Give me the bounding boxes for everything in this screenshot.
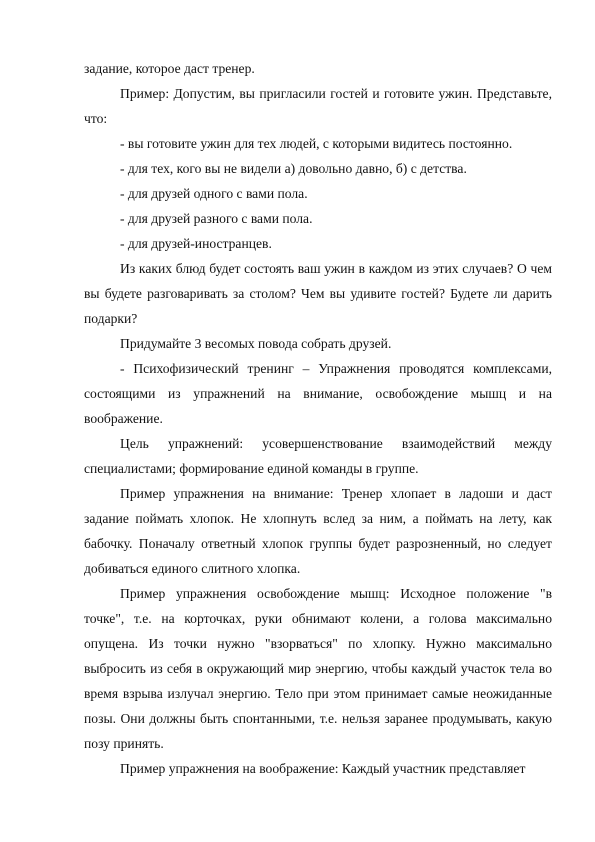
list-item-foreign-friends: - для друзей-иностранцев. [120, 236, 272, 251]
paragraph-muscle-release-exercise: Пример упражнения освобождение мышц: Исходное положение "в точке", т.е. на корточках, руки обнимают колени, а голова максимально опущена. Из точки нужно "взорваться" по хлопку. Нужно максимально выбросить из себя в окружающий мир энергию, чтобы каждый участок тела во время взрыва излучал энергию. Тело при этом принимает самые неожиданные позы. Они должны быть спонтанными, т.е. нельзя заранее продумывать, какую позу принять. [84, 586, 552, 751]
paragraph-example-dinner: Пример: Допустим, вы пригласили гостей и готовите ужин. Представьте, что: [84, 86, 552, 126]
list-item-long-unseen: - для тех, кого вы не видели а) довольно давно, б) с детства. [120, 161, 467, 176]
paragraph-attention-exercise: Пример упражнения на внимание: Тренер хлопает в ладоши и даст задание поймать хлопок. Не хлопнуть вслед за ним, а поймать на лету, как бабочку. Поначалу ответный хлопок группы будет разрозненный, но следует добиваться единого слитного хлопка. [84, 486, 552, 576]
list-item-regular-guests: - вы готовите ужин для тех людей, с которыми видитесь постоянно. [120, 136, 513, 151]
list-item-same-gender: - для друзей одного с вами пола. [120, 186, 308, 201]
paragraph-three-reasons: Придумайте 3 весомых повода собрать друзей. [120, 336, 392, 351]
paragraph-exercise-goal: Цель упражнений: усовершенствование взаимодействий между специалистами; формирование единой команды в группе. [84, 436, 552, 476]
paragraph-questions: Из каких блюд будет состоять ваш ужин в каждом из этих случаев? О чем вы будете разговаривать за столом? Чем вы удивите гостей? Будете ли дарить подарки? [84, 261, 552, 326]
paragraph-continuation: задание, которое даст тренер. [84, 61, 255, 76]
paragraph-imagination-exercise: Пример упражнения на воображение: Каждый участник представляет [120, 761, 526, 776]
list-item-different-gender: - для друзей разного с вами пола. [120, 211, 313, 226]
paragraph-psychophysical-training: - Психофизический тренинг – Упражнения проводятся комплексами, состоящими из упражнений на внимание, освобождение мышц и на воображение. [84, 361, 552, 426]
